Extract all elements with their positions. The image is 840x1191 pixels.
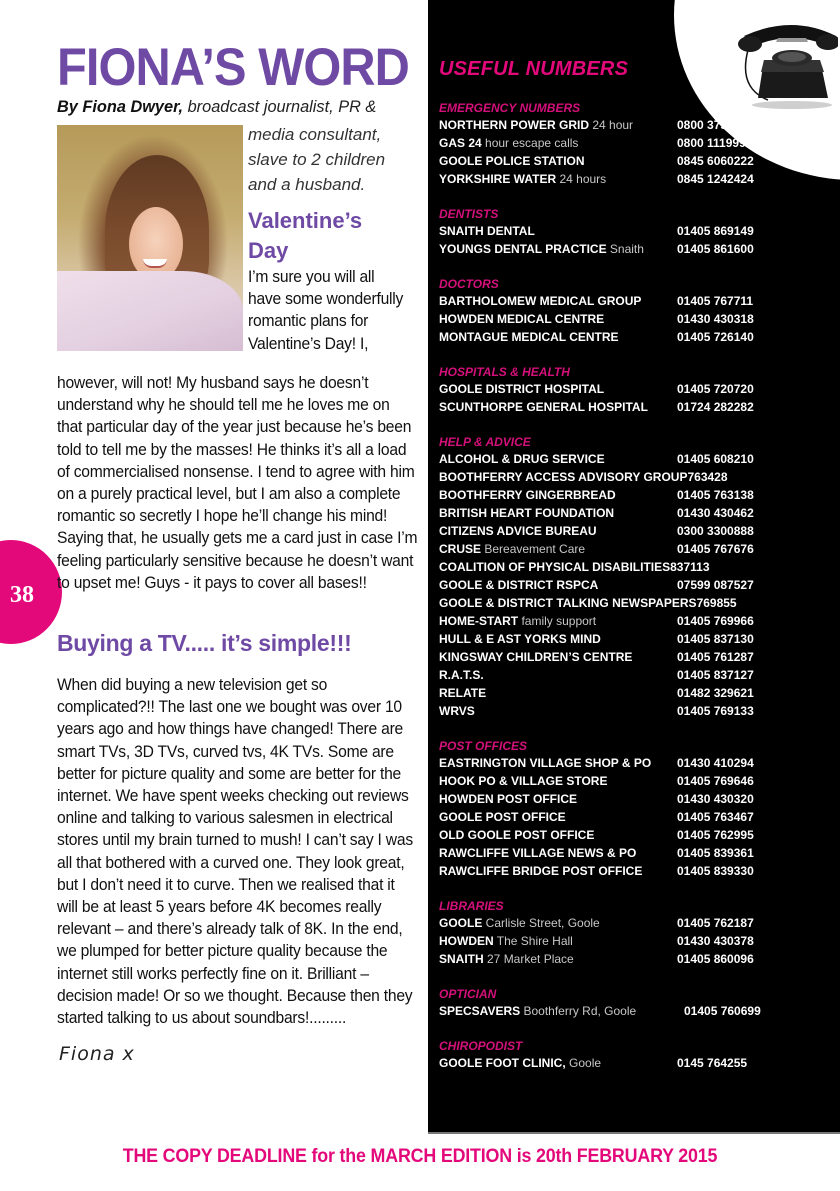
section-heading: LIBRARIES xyxy=(439,899,504,913)
section-help-advice xyxy=(439,434,829,720)
list-item: GOOLE DISTRICT HOSPITAL 01405 720720 xyxy=(439,382,754,396)
list-item: CITIZENS ADVICE BUREAU 0300 3300888 xyxy=(439,524,754,538)
list-item: HOME-START family support 01405 769966 xyxy=(439,614,754,628)
list-item: BRITISH HEART FOUNDATION 01430 430462 xyxy=(439,506,754,520)
section-libraries xyxy=(439,898,829,968)
heading-buying-tv: Buying a TV..... it’s simple!!! xyxy=(57,630,352,657)
list-item: HULL & E AST YORKS MIND 01405 837130 xyxy=(439,632,754,646)
section-dentists xyxy=(439,206,829,258)
list-item: EASTRINGTON VILLAGE SHOP & PO 01430 410294 xyxy=(439,756,754,770)
list-item: ALCOHOL & DRUG SERVICE 01405 608210 xyxy=(439,452,754,466)
author-photo xyxy=(57,125,243,351)
list-item: CRUSE Bereavement Care 01405 767676 xyxy=(439,542,754,556)
list-item: SNAITH DENTAL 01405 869149 xyxy=(439,224,754,238)
article-title: FIONA’S WORD xyxy=(57,38,409,97)
useful-numbers-title: USEFUL NUMBERS xyxy=(439,58,629,80)
list-item: HOWDEN POST OFFICE 01430 430320 xyxy=(439,792,754,806)
list-item: MONTAGUE MEDICAL CENTRE 01405 726140 xyxy=(439,330,754,344)
list-item: GOOLE POST OFFICE 01405 763467 xyxy=(439,810,754,824)
panel-bottom-rule xyxy=(428,1132,840,1134)
list-item: R.A.T.S. 01405 837127 xyxy=(439,668,754,682)
list-item: BOOTHFERRY ACCESS ADVISORY GROUP 763428 xyxy=(439,470,728,484)
intro-block xyxy=(57,122,417,374)
list-item: COALITION OF PHYSICAL DISABILITIES 837113 xyxy=(439,560,710,574)
list-item: GOOLE Carlisle Street, Goole 01405 762187 xyxy=(439,916,754,930)
list-item: BOOTHFERRY GINGERBREAD 01405 763138 xyxy=(439,488,754,502)
section-heading: CHIROPODIST xyxy=(439,1039,523,1053)
list-item: SCUNTHORPE GENERAL HOSPITAL 01724 282282 xyxy=(439,400,754,414)
byline xyxy=(57,96,403,118)
list-item: NORTHERN POWER GRID 24 hour 0800 375675 xyxy=(439,118,748,132)
list-item: OLD GOOLE POST OFFICE 01405 762995 xyxy=(439,828,754,842)
list-item: YORKSHIRE WATER 24 hours 0845 1242424 xyxy=(439,172,754,186)
list-item: RELATE 01482 329621 xyxy=(439,686,754,700)
list-item: GOOLE & DISTRICT RSPCA 07599 087527 xyxy=(439,578,754,592)
list-item: SNAITH 27 Market Place 01405 860096 xyxy=(439,952,754,966)
section-post-offices xyxy=(439,738,829,880)
byline-author: By Fiona Dwyer, xyxy=(57,97,184,116)
list-item: BARTHOLOMEW MEDICAL GROUP 01405 767711 xyxy=(439,294,754,308)
list-item: HOOK PO & VILLAGE STORE 01405 769646 xyxy=(439,774,754,788)
signature: Fiona x xyxy=(59,1043,135,1066)
article-column xyxy=(57,40,417,1065)
list-item: GOOLE & DISTRICT TALKING NEWSPAPERS 769855 xyxy=(439,596,737,610)
section-doctors xyxy=(439,276,829,346)
copy-deadline-notice: THE COPY DEADLINE for the MARCH EDITION is 20th FEBRUARY 2015 xyxy=(122,1146,718,1167)
list-item: YOUNGS DENTAL PRACTICE Snaith 01405 861600 xyxy=(439,242,754,256)
section-heading: OPTICIAN xyxy=(439,987,497,1001)
section-heading: DOCTORS xyxy=(439,277,499,291)
useful-numbers-panel xyxy=(428,0,840,1133)
section-heading: HELP & ADVICE xyxy=(439,435,531,449)
byline-role: broadcast journalist, PR & xyxy=(183,97,377,116)
tv-paragraph: When did buying a new television get so complicated?!! The last one we bought was over 10 years ago and how things have changed! There are smart TVs, 3D TVs, curved tvs, 4K TVs. Some are better for picture quality and some are better for the internet. We have spent weeks checking out reviews online and talking to various salesmen in electrical stores until my brain turned to mush! I can’t say I was all that bothered with a curved one. They look great, but I don’t need it to curve. Then we realised that it will be at least 5 years before 4K becomes really relevant – and there’s already talk of 8K. In the end, we plumped for better picture quality because the internet still works perfectly fine on it. Brilliant – decision made! Or so we thought. Because then they started talking to us about soundbars!......... xyxy=(57,675,413,1028)
list-item: RAWCLIFFE BRIDGE POST OFFICE 01405 839330 xyxy=(439,864,754,878)
section-chiropodist xyxy=(439,1038,829,1072)
list-item: KINGSWAY CHILDREN’S CENTRE 01405 761287 xyxy=(439,650,754,664)
list-item: WRVS 01405 769133 xyxy=(439,704,754,718)
page-number: 38 xyxy=(10,582,34,608)
section-heading: DENTISTS xyxy=(439,207,499,221)
list-item: HOWDEN MEDICAL CENTRE 01430 430318 xyxy=(439,312,754,326)
section-heading: EMERGENCY NUMBERS xyxy=(439,101,581,115)
list-item: GAS 24 hour escape calls 0800 111999 xyxy=(439,136,746,150)
section-optician xyxy=(439,986,829,1020)
valentine-paragraph-start: I’m sure you will all have some wonderfully romantic plans for Valentine’s Day! I, xyxy=(248,267,404,353)
section-hospitals xyxy=(439,364,829,416)
list-item: SPECSAVERS Boothferry Rd, Goole 01405 760699 xyxy=(439,1004,761,1018)
heading-valentines-day: Valentine’s Day xyxy=(248,208,363,263)
list-item: RAWCLIFFE VILLAGE NEWS & PO 01405 839361 xyxy=(439,846,754,860)
section-heading: HOSPITALS & HEALTH xyxy=(439,365,570,379)
list-item: GOOLE FOOT CLINIC, Goole 0145 764255 xyxy=(439,1056,748,1070)
list-item: GOOLE POLICE STATION 0845 6060222 xyxy=(439,154,754,168)
section-heading: POST OFFICES xyxy=(439,739,528,753)
valentine-paragraph-continued: however, will not! My husband says he doesn’t understand why he should tell me he loves me on that particular day of the year just because he’s been told to tell me by the masses! He thinks it’s all a load of commercialised nonsense. I tend to agree with him on a purely practical level, but I am also a complete romantic so secretly I hope he’ll change his mind! Saying that, he usually gets me a card just in case I’m feeling particularly sensitive because he doesn’t want to upset me! Guys - it pays to cover all bases!! xyxy=(57,373,418,592)
list-item: HOWDEN The Shire Hall 01430 430378 xyxy=(439,934,754,948)
section-emergency xyxy=(439,100,829,188)
numbers-list xyxy=(439,56,829,1072)
author-description: media consultant, slave to 2 children and a husband. xyxy=(248,125,386,194)
